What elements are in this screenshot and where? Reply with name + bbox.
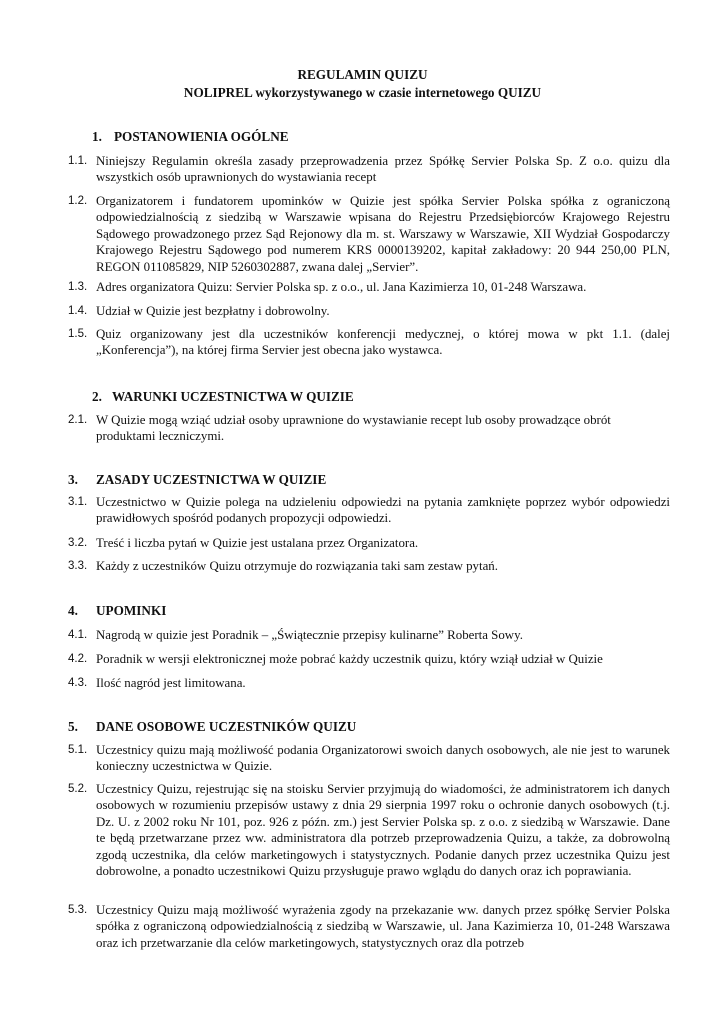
item-number: 3.1. [68, 496, 88, 508]
list-item [68, 742, 670, 775]
list-item [68, 902, 670, 951]
item-text: Treść i liczba pytań w Quizie jest ustalana przez Organizatora. [96, 536, 419, 550]
list-item [68, 193, 670, 275]
list-item [68, 781, 670, 879]
list-item [68, 153, 670, 186]
item-number: 2.1. [68, 414, 88, 426]
item-number: 4.3. [68, 677, 88, 689]
item-number: 4.1. [68, 629, 88, 641]
list-item [68, 303, 670, 319]
document-subtitle: NOLIPREL wykorzystywanego w czasie internetowego QUIZU [183, 85, 542, 100]
item-number: 1.3. [68, 281, 88, 293]
item-number: 1.1. [68, 155, 88, 167]
section-heading: 5. DANE OSOBOWE UCZESTNIKÓW QUIZU [68, 719, 357, 734]
list-item [68, 627, 670, 643]
item-number: 4.2. [68, 653, 88, 665]
list-item [68, 279, 670, 295]
section-heading: 3. ZASADY UCZESTNICTWA W QUIZIE [68, 472, 327, 487]
item-text: Ilość nagród jest limitowana. [96, 676, 246, 690]
item-text: Uczestnictwo w Quizie polega na udzieleniu odpowiedzi na pytania zamknięte poprzez wybór odpowiedzi prawidłowych spośród podanych propozycji odpowiedzi. [96, 495, 670, 526]
item-text: Quiz organizowany jest dla uczestników konferencji medycznej, o której mowa w pkt 1.1. (dalej „Konferencja”), na której firma Servier jest obecna jako wystawca. [96, 327, 670, 358]
list-item [68, 494, 670, 527]
item-text: W Quizie mogą wziąć udział osoby uprawnione do wystawianie recept lub osoby prowadzące obrót produktami leczniczymi. [96, 413, 611, 444]
list-item [68, 558, 670, 574]
item-text: Adres organizatora Quizu: Servier Polska sp. z o.o., ul. Jana Kazimierza 10, 01-248 Warszawa. [96, 280, 587, 294]
item-text: Uczestnicy quizu mają możliwość podania Organizatorowi swoich danych osobowych, ale nie jest to warunek konieczny uczestnictwa w Quizie. [96, 743, 670, 774]
item-text: Udział w Quizie jest bezpłatny i dobrowolny. [96, 304, 330, 318]
list-item [68, 535, 670, 551]
item-text: Każdy z uczestników Quizu otrzymuje do rozwiązania taki sam zestaw pytań. [96, 559, 498, 573]
item-number: 5.3. [68, 904, 88, 916]
item-number: 1.5. [68, 328, 88, 340]
item-number: 5.2. [68, 783, 88, 795]
list-item [68, 326, 670, 359]
section-heading: 2. WARUNKI UCZESTNICTWA W QUIZIE [92, 389, 354, 404]
item-number: 1.4. [68, 305, 88, 317]
item-number: 1.2. [68, 195, 88, 207]
item-number: 3.3. [68, 560, 88, 572]
section-heading: 1. POSTANOWIENIA OGÓLNE [92, 129, 289, 144]
list-item [68, 412, 670, 445]
item-text: Nagrodą w quizie jest Poradnik – „Świątecznie przepisy kulinarne” Roberta Sowy. [96, 628, 523, 642]
item-text: Organizatorem i fundatorem upominków w Quizie jest spółka Servier Polska spółka z ograniczoną odpowiedzialnością z siedzibą w Warszawie wpisana do Rejestru Przedsiębiorców Krajowego Rejestru Sądowego prowadzonego przez Sąd Rejonowy dla m. st. Warszawy w Warszawie, XII Wydział Gospodarczy Krajowego Rejestru Sądowego pod numerem KRS 0000139202, kapitał zakładowy: 20 944 250,00 PLN, REGON 011085829, NIP 5260302887, zwana dalej „Servier”. [96, 194, 670, 274]
list-item [68, 675, 670, 691]
item-number: 3.2. [68, 537, 88, 549]
item-number: 5.1. [68, 744, 88, 756]
item-text: Uczestnicy Quizu mają możliwość wyrażenia zgody na przekazanie ww. danych przez spółkę Servier Polska spółka z ograniczoną odpowiedzialnością z siedzibą w Warszawie, ul. Jana Kazimierza 10, 01-248 Warszawa oraz ich przetwarzanie dla celów marketingowych, statystycznych oraz dla potrzeb [96, 903, 670, 950]
item-text: Niniejszy Regulamin określa zasady przeprowadzenia przez Spółkę Servier Polska Sp. Z o.o. quizu dla wszystkich osób uprawnionych do wystawiania recept [96, 154, 670, 185]
item-text: Uczestnicy Quizu, rejestrując się na stoisku Servier przyjmują do wiadomości, że administratorem ich danych osobowych w rozumieniu przepisów ustawy z dnia 29 sierpnia 1997 roku o ochronie danych osobowych (t.j. Dz. U. z 2002 roku Nr 101, poz. 926 z późn. zm.) jest Servier Polska sp. z o.o. z siedzibą w Warszawie. Dane te będą przetwarzane przez ww. administratora dla potrzeb przeprowadzenia Quizu, a także, za dobrowolną zgodą uczestnika, dla celów marketingowych i statystycznych. Podanie danych przez uczestnika Quizu jest dobrowolne, a ponadto uczestnikowi Quizu przysługuje prawo wglądu do danych oraz ich poprawiania. [96, 782, 670, 879]
item-text: Poradnik w wersji elektronicznej może pobrać każdy uczestnik quizu, który wziął udział w Quizie [96, 652, 603, 666]
section-heading: 4. UPOMINKI [68, 603, 167, 618]
list-item [68, 651, 670, 667]
document-title: REGULAMIN QUIZU [297, 67, 428, 82]
